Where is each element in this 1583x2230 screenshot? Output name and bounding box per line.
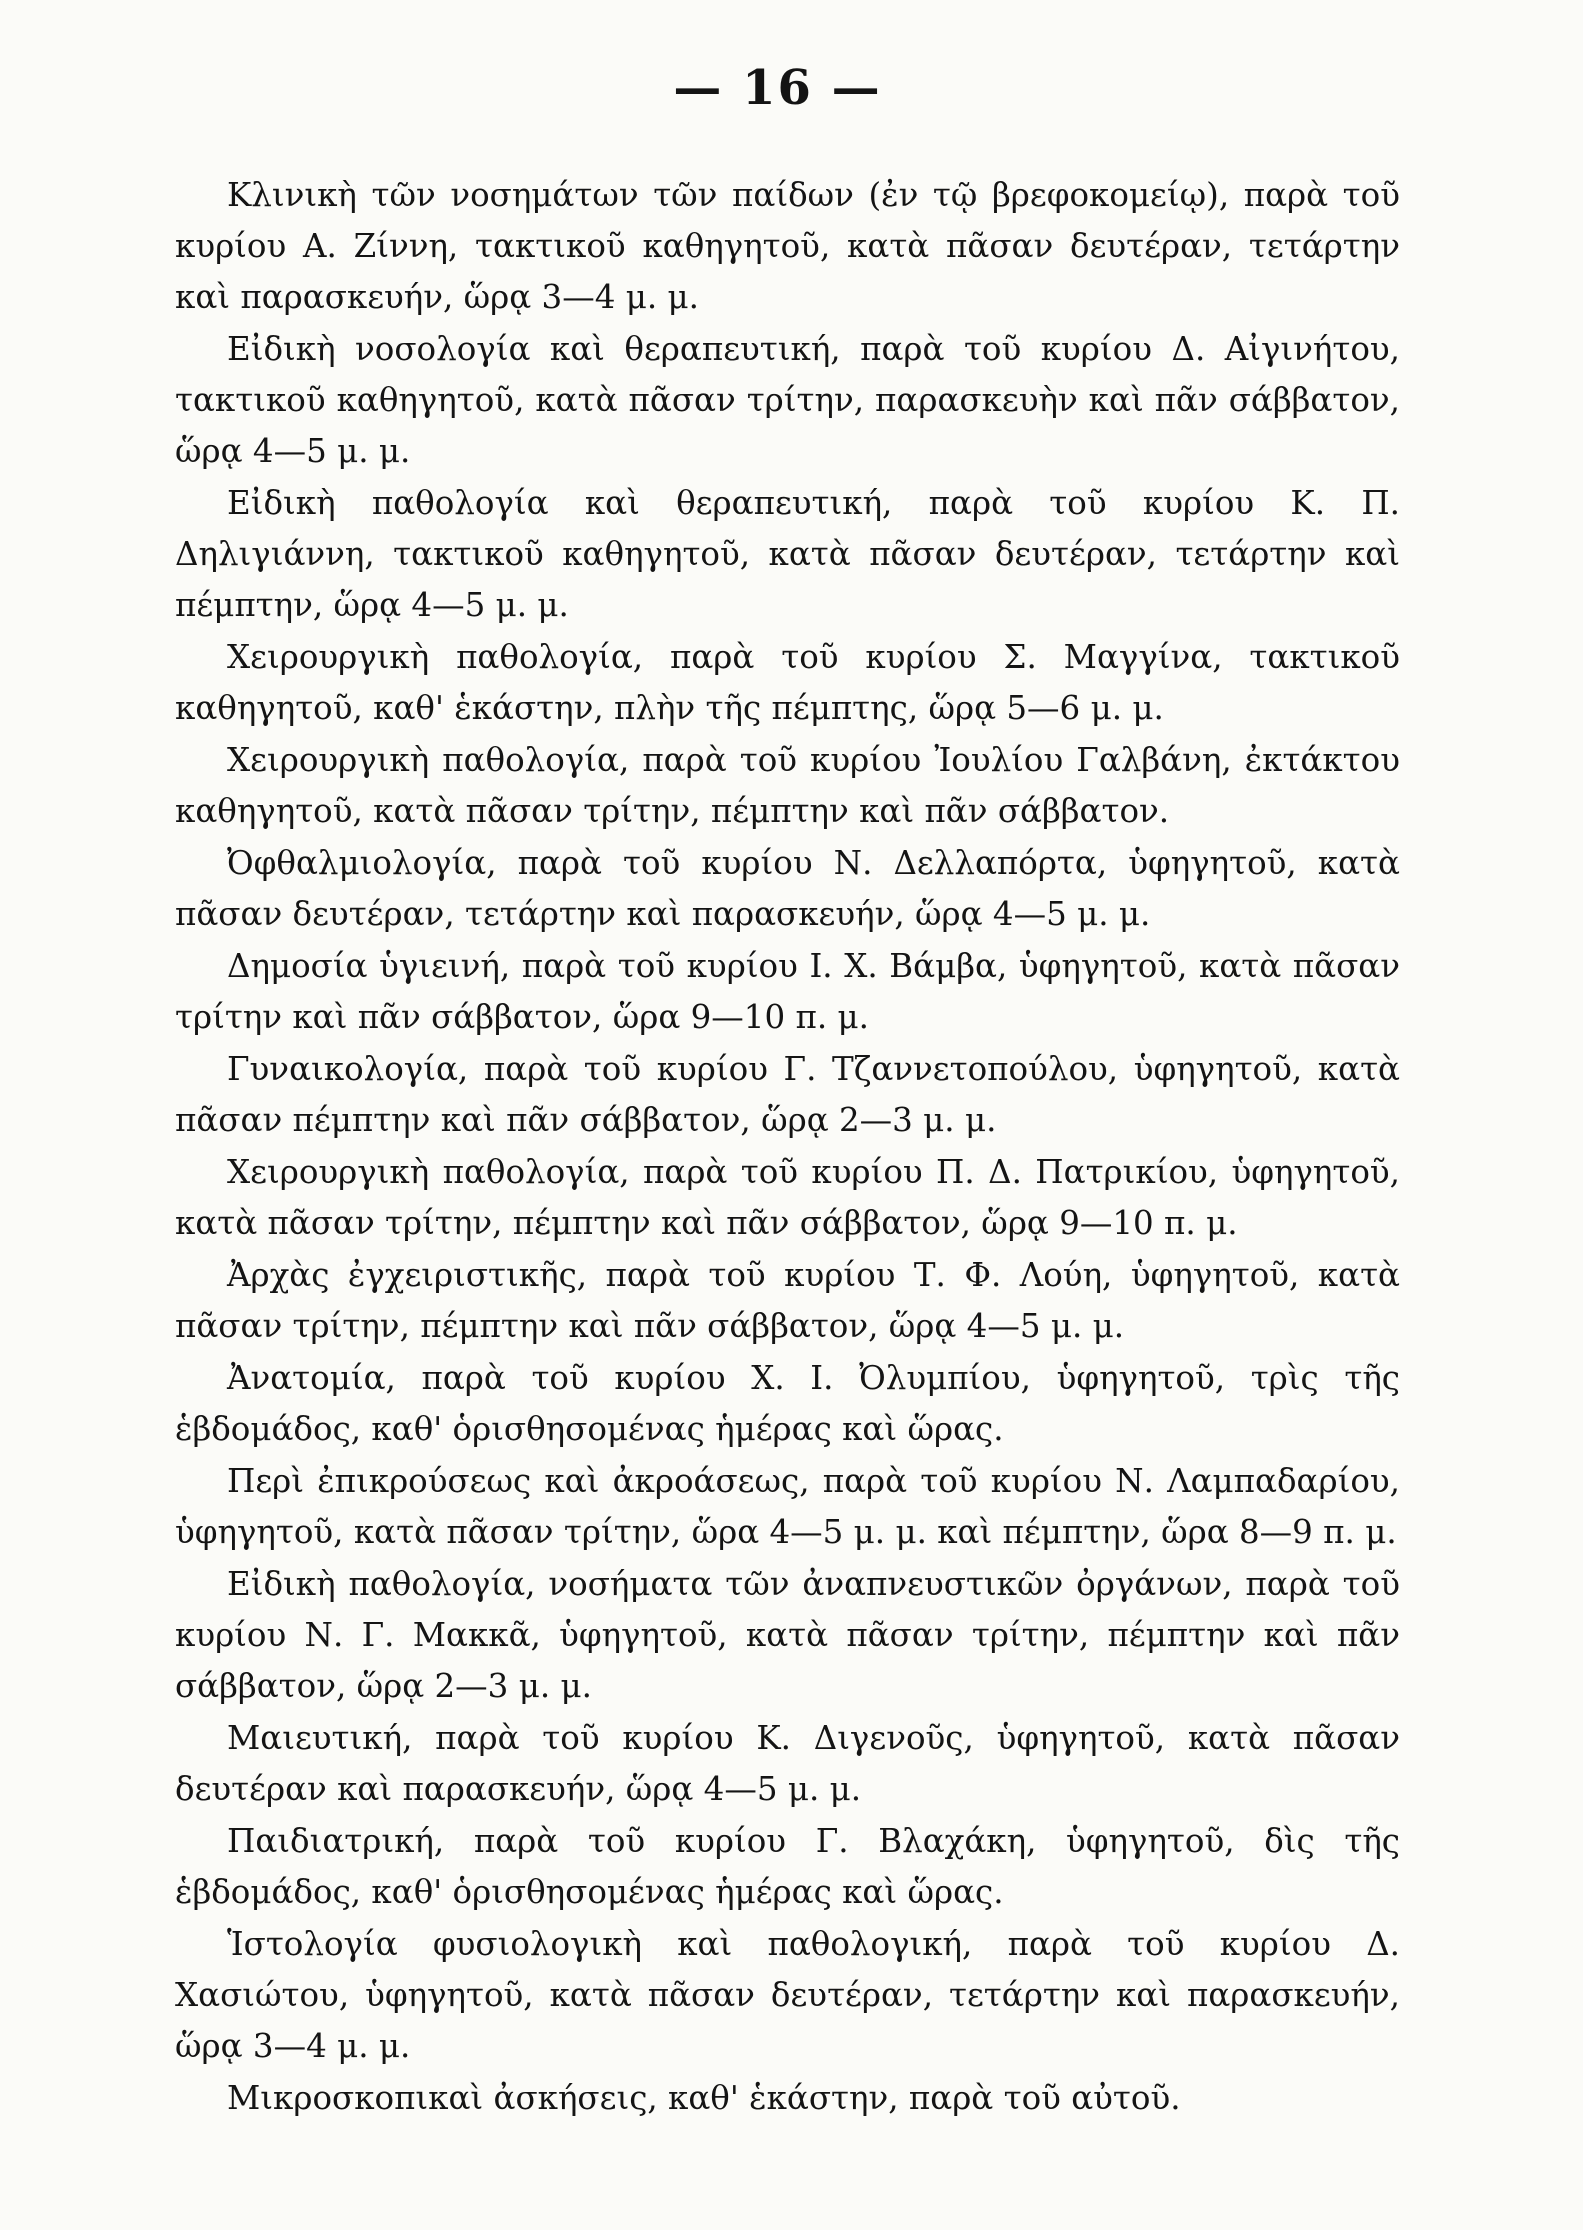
lecture-entry: Χειρουργικὴ παθολογία, παρὰ τοῦ κυρίου Ἰουλίου Γαλβάνη, ἐκτάκτου καθηγητοῦ, κατὰ πᾶσαν τρίτην, πέμπτην καὶ πᾶν σάββατον.	[175, 741, 1400, 830]
lecture-entry: Μαιευτική, παρὰ τοῦ κυρίου Κ. Διγενοῦς, ὑφηγητοῦ, κατὰ πᾶσαν δευτέραν καὶ παρασκευήν, ὥρᾳ 4—5 μ. μ.	[175, 1719, 1400, 1808]
document-page	[175, 58, 1400, 2198]
page-number: — 16 —	[673, 60, 882, 116]
lecture-entry: Ἱστολογία φυσιολογικὴ καὶ παθολογική, παρὰ τοῦ κυρίου Δ. Χασιώτου, ὑφηγητοῦ, κατὰ πᾶσαν δευτέραν, τετάρτην καὶ παρασκευήν, ὥρᾳ 3—4 μ. μ.	[175, 1925, 1400, 2065]
lecture-entry: Μικροσκοπικαὶ ἀσκήσεις, καθ' ἑκάστην, παρὰ τοῦ αὐτοῦ.	[227, 2079, 1181, 2117]
lecture-entry: Εἰδικὴ παθολογία, νοσήματα τῶν ἀναπνευστικῶν ὀργάνων, παρὰ τοῦ κυρίου Ν. Γ. Μακκᾶ, ὑφηγητοῦ, κατὰ πᾶσαν τρίτην, πέμπτην καὶ πᾶν σάββατον, ὥρᾳ 2—3 μ. μ.	[175, 1565, 1400, 1705]
lecture-entry: Κλινικὴ τῶν νοσημάτων τῶν παίδων (ἐν τῷ βρεφοκομείῳ), παρὰ τοῦ κυρίου Α. Ζίννη, τακτικοῦ καθηγητοῦ, κατὰ πᾶσαν δευτέραν, τετάρτην καὶ παρασκευήν, ὥρᾳ 3—4 μ. μ.	[175, 176, 1400, 316]
lecture-entry: Δημοσία ὑγιεινή, παρὰ τοῦ κυρίου Ι. Χ. Βάμβα, ὑφηγητοῦ, κατὰ πᾶσαν τρίτην καὶ πᾶν σάββατον, ὥρα 9—10 π. μ.	[175, 947, 1400, 1036]
lecture-entry: Χειρουργικὴ παθολογία, παρὰ τοῦ κυρίου Π. Δ. Πατρικίου, ὑφηγητοῦ, κατὰ πᾶσαν τρίτην, πέμπτην καὶ πᾶν σάββατον, ὥρᾳ 9—10 π. μ.	[175, 1153, 1400, 1242]
lecture-list	[175, 170, 1400, 2124]
lecture-entry: Γυναικολογία, παρὰ τοῦ κυρίου Γ. Τζαννετοπούλου, ὑφηγητοῦ, κατὰ πᾶσαν πέμπτην καὶ πᾶν σάββατον, ὥρᾳ 2—3 μ. μ.	[175, 1050, 1400, 1139]
lecture-entry: Παιδιατρική, παρὰ τοῦ κυρίου Γ. Βλαχάκη, ὑφηγητοῦ, δὶς τῆς ἑβδομάδος, καθ' ὁρισθησομένας ἡμέρας καὶ ὥρας.	[175, 1822, 1400, 1911]
lecture-entry: Περὶ ἐπικρούσεως καὶ ἀκροάσεως, παρὰ τοῦ κυρίου Ν. Λαμπαδαρίου, ὑφηγητοῦ, κατὰ πᾶσαν τρίτην, ὥρα 4—5 μ. μ. καὶ πέμπτην, ὥρα 8—9 π. μ.	[175, 1462, 1400, 1551]
lecture-entry: Χειρουργικὴ παθολογία, παρὰ τοῦ κυρίου Σ. Μαγγίνα, τακτικοῦ καθηγητοῦ, καθ' ἑκάστην, πλὴν τῆς πέμπτης, ὥρᾳ 5—6 μ. μ.	[175, 638, 1400, 727]
lecture-entry: Εἰδικὴ παθολογία καὶ θεραπευτική, παρὰ τοῦ κυρίου Κ. Π. Δηλιγιάννη, τακτικοῦ καθηγητοῦ, κατὰ πᾶσαν δευτέραν, τετάρτην καὶ πέμπτην, ὥρᾳ 4—5 μ. μ.	[175, 484, 1400, 624]
lecture-entry: Ὀφθαλμιολογία, παρὰ τοῦ κυρίου Ν. Δελλαπόρτα, ὑφηγητοῦ, κατὰ πᾶσαν δευτέραν, τετάρτην καὶ παρασκευήν, ὥρᾳ 4—5 μ. μ.	[175, 844, 1400, 933]
lecture-entry: Ἀνατομία, παρὰ τοῦ κυρίου Χ. Ι. Ὀλυμπίου, ὑφηγητοῦ, τρὶς τῆς ἑβδομάδος, καθ' ὁρισθησομένας ἡμέρας καὶ ὥρας.	[175, 1359, 1400, 1448]
lecture-entry: Εἰδικὴ νοσολογία καὶ θεραπευτική, παρὰ τοῦ κυρίου Δ. Αἰγινήτου, τακτικοῦ καθηγητοῦ, κατὰ πᾶσαν τρίτην, παρασκευὴν καὶ πᾶν σάββατον, ὥρᾳ 4—5 μ. μ.	[175, 330, 1400, 470]
lecture-entry: Ἀρχὰς ἐγχειριστικῆς, παρὰ τοῦ κυρίου Τ. Φ. Λούη, ὑφηγητοῦ, κατὰ πᾶσαν τρίτην, πέμπτην καὶ πᾶν σάββατον, ὥρᾳ 4—5 μ. μ.	[175, 1256, 1400, 1345]
